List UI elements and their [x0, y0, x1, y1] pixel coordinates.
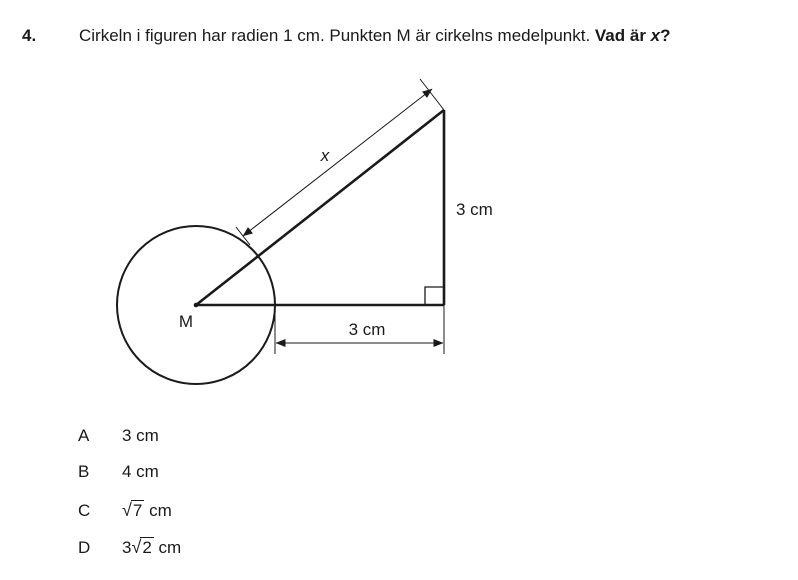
- option-b[interactable]: [78, 462, 159, 482]
- question-prompt: Vad är x?: [594, 26, 671, 45]
- coefficient: 3: [122, 538, 132, 557]
- option-value: [122, 537, 181, 558]
- radicand: 2: [142, 538, 152, 557]
- label-vertical-side: 3 cm: [456, 200, 493, 219]
- label-center: M: [178, 312, 194, 331]
- sqrt-icon: √: [122, 500, 132, 520]
- label-horizontal-side: 3 cm: [348, 320, 386, 339]
- label-x: x: [320, 146, 330, 165]
- option-letter: B: [78, 462, 90, 481]
- sqrt-icon: √: [131, 537, 142, 557]
- question-number: 4.: [22, 26, 37, 45]
- x-dimension-arrow: [243, 89, 432, 236]
- option-letter: A: [78, 426, 90, 445]
- option-value: 4 cm: [122, 462, 159, 481]
- option-d[interactable]: [78, 537, 181, 558]
- radicand: 7: [132, 501, 143, 520]
- question-body: Cirkeln i figuren har radien 1 cm. Punkten M är cirkelns medelpunkt.: [79, 26, 595, 45]
- square-root: [131, 537, 153, 558]
- right-angle-marker: [425, 287, 444, 305]
- option-a[interactable]: [78, 426, 159, 446]
- unit: cm: [153, 538, 182, 557]
- hypotenuse-line: [196, 110, 444, 305]
- x-extension-upper: [420, 79, 444, 110]
- option-letter: C: [78, 501, 91, 520]
- option-value: 3 cm: [122, 426, 159, 445]
- unit: cm: [144, 501, 172, 520]
- option-value: [122, 500, 172, 521]
- option-c[interactable]: [78, 500, 172, 521]
- option-letter: D: [78, 538, 91, 557]
- center-point: [194, 303, 199, 308]
- square-root: [122, 500, 144, 521]
